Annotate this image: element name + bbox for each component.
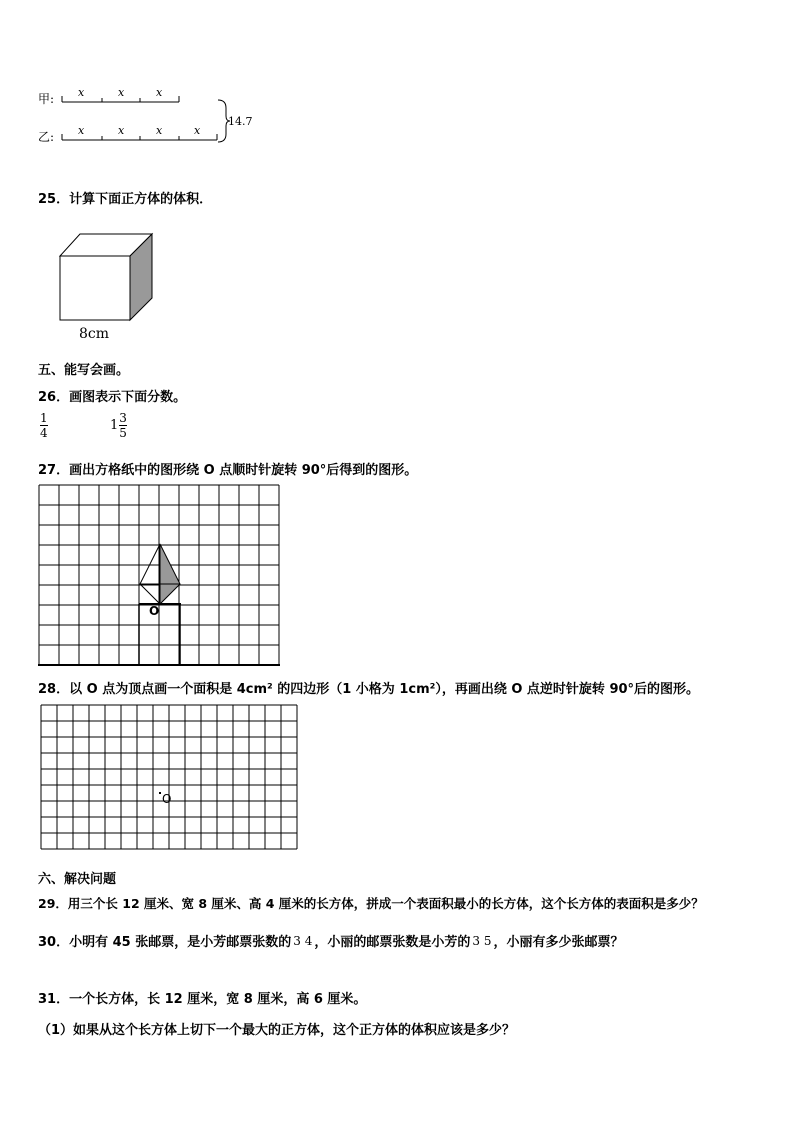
q30-fraction-1: [293, 934, 312, 948]
q30-fraction-2: [472, 934, 491, 948]
grid-q27: [38, 484, 282, 666]
x-mark: x: [156, 124, 163, 137]
q30-part3: ，小丽有多少张邮票？: [493, 935, 624, 950]
jia-label: 甲:: [38, 92, 55, 106]
section-6-heading: 六、解决问题: [38, 872, 117, 887]
fraction-numerator: 3: [472, 933, 480, 948]
question-29: 29．用三个长 12 厘米、宽 8 厘米、高 4 厘米的长方体，拼成一个表面积最小的长方体，这个长方体的表面积是多少？: [38, 896, 704, 911]
kite-shape: [140, 544, 180, 604]
line-segment-diagram: [36, 84, 276, 150]
x-mark: x: [78, 124, 85, 137]
q30-part1: 30．小明有 45 张邮票，是小芳邮票张数的: [38, 935, 292, 950]
fraction-denominator: 4: [304, 933, 313, 948]
mixed-fraction: [119, 411, 127, 440]
x-mark: x: [156, 86, 163, 99]
fraction-numerator: 1: [40, 411, 48, 425]
mixed-whole: 1: [110, 418, 119, 433]
q30-part2: ，小丽的邮票张数是小芳的: [314, 935, 471, 950]
yi-label: 乙:: [38, 130, 55, 144]
x-mark: x: [194, 124, 201, 137]
x-mark: x: [118, 86, 125, 99]
fraction-denominator: 4: [40, 426, 48, 440]
question-30: [38, 931, 623, 950]
grid-q28: [40, 704, 300, 862]
fraction-numerator: 3: [293, 933, 301, 948]
question-27: 27．画出方格纸中的图形绕 O 点顺时针旋转 90°后得到的图形。: [38, 463, 418, 478]
fraction-one-quarter: [40, 411, 48, 440]
point-o-label: O: [162, 792, 172, 806]
section-5-heading: 五、能写会画。: [38, 363, 130, 378]
fraction-numerator: 3: [119, 411, 127, 425]
cube-figure: [58, 230, 158, 322]
question-25: 25．计算下面正方体的体积．: [38, 192, 213, 207]
x-mark: x: [118, 124, 125, 137]
question-28: 28．以 O 点为顶点画一个面积是 4cm² 的四边形（1 小格为 1cm²），再画出绕 O 点逆时针旋转 90°后的图形。: [38, 682, 700, 697]
question-31-sub-1: （1）如果从这个长方体上切下一个最大的正方体，这个正方体的体积应该是多少？: [38, 1023, 516, 1038]
total-label: 14.7: [228, 115, 253, 128]
point-o-dot: [159, 792, 161, 794]
cube-edge-label: 8cm: [79, 326, 110, 342]
x-mark: x: [78, 86, 85, 99]
fraction-denominator: 5: [483, 933, 492, 948]
question-26: 26．画图表示下面分数。: [38, 390, 187, 405]
mixed-number: [110, 411, 127, 440]
fraction-denominator: 5: [119, 426, 127, 440]
question-31: 31．一个长方体，长 12 厘米，宽 8 厘米，高 6 厘米。: [38, 992, 367, 1007]
point-o-label: O: [149, 604, 160, 618]
